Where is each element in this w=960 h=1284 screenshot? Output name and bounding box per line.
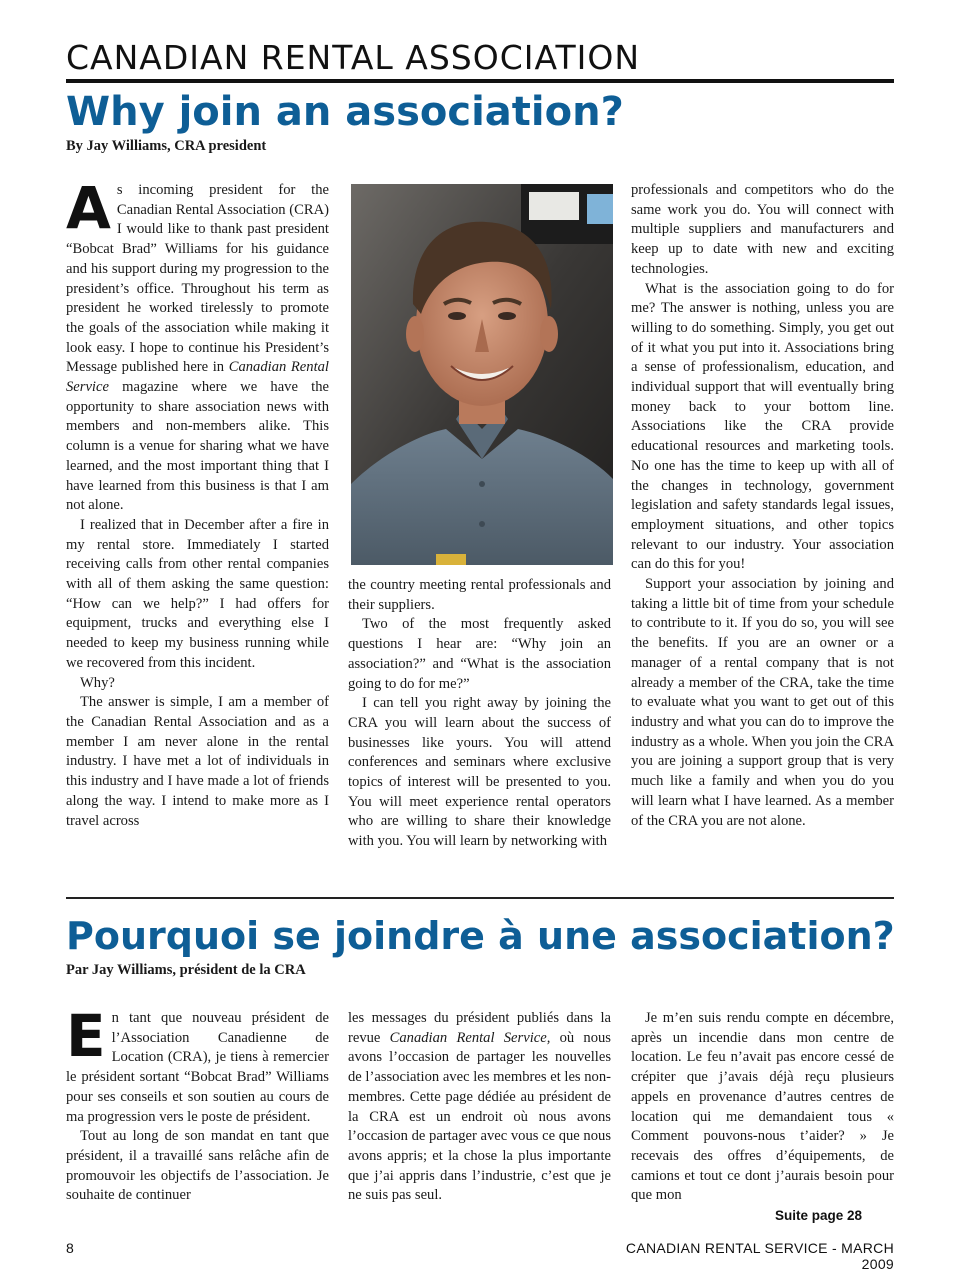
french-dropcap: E bbox=[66, 1002, 106, 1070]
french-col1-para-2: Tout au long de son mandat en tant que président, il a travaillé sans relâche afin de promouvoir les objectifs de l’association. Je souhaite de continuer bbox=[66, 1128, 329, 1204]
page-number: 8 bbox=[66, 1240, 74, 1256]
english-dropcap: A bbox=[66, 174, 111, 242]
english-col1-para-1 bbox=[66, 174, 329, 516]
english-col3-para-2: What is the association going to do for me? The answer is nothing, unless you are willing to do something. Simply, you get out of it what you put into it. Associations bring a sense of professionalism, education, and individual support that will eventually bring money back to your bottom line. Associations like the CRA provide educational resources and marketing tools. No one has the time to keep up with all of the changes in technology, government legislation and safety standards legal issues, employment situations, and other topics relevant to our industry. Your association can do this for you! bbox=[631, 280, 894, 573]
magazine-title: Canadian Rental Service, bbox=[389, 1029, 551, 1046]
french-headline: Pourquoi se joindre à une association? bbox=[66, 914, 895, 958]
french-col1-para-1 bbox=[66, 1002, 329, 1127]
president-photo bbox=[351, 184, 613, 565]
text-run: s incoming president for the Canadian Rental Association (CRA) I would like to thank past president “Bobcat Brad” Williams for his guidance and his support during my progression to the president’s office. Throughout his term as president he worked tirelessly to promote the goals of the association while making it look easy. I hope to continue his President’s Message published here in bbox=[66, 182, 329, 376]
french-column-3 bbox=[631, 1009, 894, 1206]
french-column-1 bbox=[66, 1002, 329, 1206]
french-col2-para-1 bbox=[348, 1009, 611, 1206]
english-column-3 bbox=[631, 181, 894, 831]
english-col1-para-4: The answer is simple, I am a member of the Canadian Rental Association and as a member I am never alone in the rental industry. I have met a lot of individuals in this industry and I have made a lot of friends along the way. I intend to make more as I travel across bbox=[66, 694, 329, 829]
text-run: n tant que nouveau président de l’Association Canadienne de Location (CRA), je tiens à remercier le président sortant “Bobcat Brad” Williams pour ses conseils et son soutien au cours de ma progression vers le poste de président. bbox=[66, 1010, 329, 1125]
english-col2-para-1: the country meeting rental professionals and their suppliers. bbox=[348, 577, 611, 613]
text-run: où nous avons l’occasion de partager les nouvelles de l’association avec les membres et les non-membres. Cette page dédiée au président de la CRA est un endroit où nous avons l’occasion de partager avec vous ce que nous avons appris; et la chose la plus importante que j’ai appris dans l’industrie, c’est que je ne suis pas seul. bbox=[348, 1029, 612, 1204]
english-column-1 bbox=[66, 174, 329, 831]
english-col1-para-3: Why? bbox=[80, 674, 115, 691]
english-col2-para-3: I can tell you right away by joining the CRA you will learn about the success of businesses like yours. You will attend conferences and seminars where exclusive topics of interest will be presented to you. You will meet experience rental operators who are willing to share their knowledge with you. You will learn by networking with bbox=[348, 695, 611, 850]
english-byline: By Jay Williams, CRA president bbox=[66, 138, 267, 154]
french-col3-para-1: Je m’en suis rendu compte en décembre, après un incendie dans mon centre de location. Le feu n’avait pas encore cessé de crépiter que j’avais déjà reçu plusieurs appels en provenance d’autres centres de location qui me demandaient tous « Comment pouvons-nous t’aider? » Je recevais des offres d’équipements, de camions et tout ce dont j’aurais besoin pour que mon bbox=[631, 1010, 894, 1204]
english-headline: Why join an association? bbox=[66, 89, 624, 135]
english-col1-para-2: I realized that in December after a fire in my rental store. Immediately I started receiving calls from other rental companies with all of them asking the same question: “How can we help?” I had offers for equipment, trucks and everything else I needed to keep my business running while we recovered from this incident. bbox=[66, 516, 329, 671]
english-col3-para-1: professionals and competitors who do the same work you do. You will connect with multiple suppliers and manufacturers and keep up to date with new and exciting technologies. bbox=[631, 182, 894, 277]
publication-footer: CANADIAN RENTAL SERVICE - MARCH 2009 bbox=[625, 1240, 894, 1272]
english-column-2 bbox=[348, 576, 611, 852]
masthead: CANADIAN RENTAL ASSOCIATION bbox=[66, 38, 641, 77]
english-col2-para-2: Two of the most frequently asked questions I hear are: “Why join an association?” and “What is the association going to do for me?” bbox=[348, 616, 611, 692]
section-divider bbox=[66, 897, 894, 899]
president-portrait-icon bbox=[351, 184, 613, 565]
english-col3-para-3: Support your association by joining and taking a little bit of time from your schedule to contribute to it. If you do so, you will see the benefits. If you are an owner or a manager of a rental company that is not already a member of the CRA, take the time to evaluate what you want to get out of this industry and what you can do to improve the industry as a whole. When you join the CRA you are joining a support group that is very much like a family and when you do you will learn what I have learned. As a member of the CRA you are not alone. bbox=[631, 576, 894, 829]
text-run: magazine where we have the opportunity to share association news with members and non-members alike. This column is a venue for sharing what we have learned, and the most important thing that I have learned from this business is that I am not alone. bbox=[66, 379, 329, 514]
french-column-2 bbox=[348, 1009, 611, 1206]
text-run: les messages du président publiés dans la revue bbox=[348, 1010, 611, 1046]
magazine-title: Canadian Rental Service bbox=[66, 359, 329, 396]
french-byline: Par Jay Williams, président de la CRA bbox=[66, 962, 306, 978]
continued-notice: Suite page 28 bbox=[775, 1208, 863, 1223]
masthead-rule bbox=[66, 79, 894, 83]
